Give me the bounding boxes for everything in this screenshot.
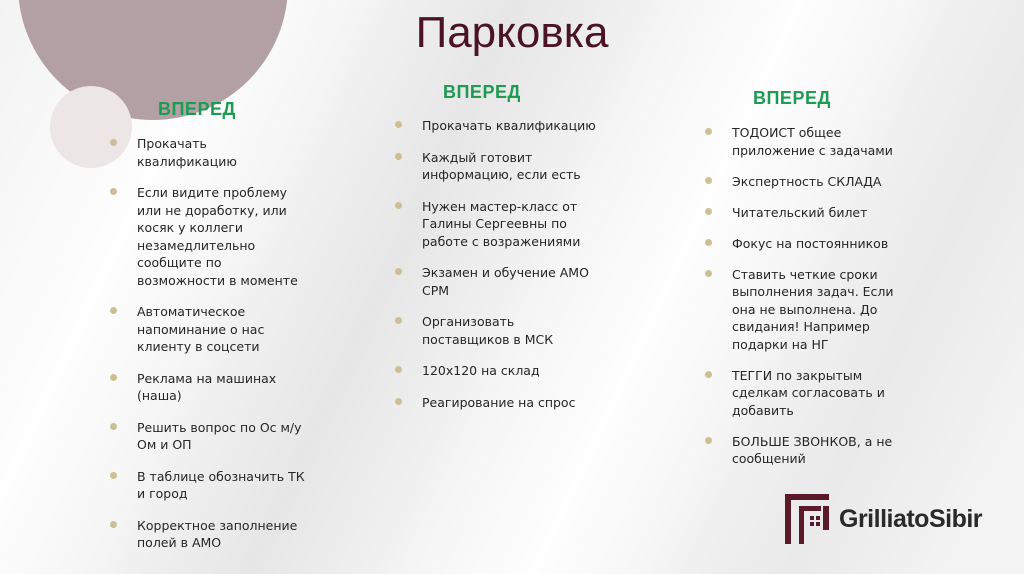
bullet-icon	[110, 521, 117, 528]
bullet-icon	[395, 153, 402, 160]
bullet-icon	[395, 202, 402, 209]
bullet-icon	[395, 121, 402, 128]
bullet-icon	[705, 239, 712, 246]
list-item: 120х120 на склад	[390, 362, 600, 380]
list-item: Реклама на машинах (наша)	[105, 370, 305, 405]
list-item: Реагирование на спрос	[390, 394, 600, 412]
list-item: Читательский билет	[700, 204, 910, 222]
list-item: Экзамен и обучение АМО CPM	[390, 264, 600, 299]
bullet-icon	[705, 371, 712, 378]
bullet-icon	[110, 307, 117, 314]
bullet-icon	[705, 177, 712, 184]
bullet-icon	[110, 423, 117, 430]
bullet-icon	[110, 472, 117, 479]
column-1-list	[105, 135, 305, 566]
list-item: Организовать поставщиков в МСК	[390, 313, 600, 348]
list-item: Прокачать квалификацию	[105, 135, 305, 170]
page-title: Парковка	[415, 8, 609, 57]
logo-text: GrilliatoSibir	[839, 504, 983, 533]
list-item: В таблице обозначить ТК и город	[105, 468, 305, 503]
column-2-list	[390, 117, 600, 425]
list-item: Если видите проблему или не доработку, или косяк у коллеги незамедлительно сообщите по возможности в моменте	[105, 184, 305, 289]
bullet-icon	[110, 188, 117, 195]
list-item: БОЛЬШЕ ЗВОНКОВ, а не сообщений	[700, 433, 910, 468]
list-item: Фокус на постоянников	[700, 235, 910, 253]
bullet-icon	[395, 366, 402, 373]
bullet-icon	[395, 268, 402, 275]
bullet-icon	[705, 208, 712, 215]
bullet-icon	[110, 374, 117, 381]
list-item: ТОДОИСТ общее приложение с задачами	[700, 124, 910, 159]
bullet-icon	[705, 437, 712, 444]
list-item: Нужен мастер-класс от Галины Сергеевны по работе с возражениями	[390, 198, 600, 251]
column-1-heading: ВПЕРЕД	[158, 99, 236, 119]
list-item: ТЕГГИ по закрытым сделкам согласовать и добавить	[700, 367, 910, 420]
list-item: Прокачать квалификацию	[390, 117, 600, 135]
column-3-list	[700, 124, 910, 481]
bullet-icon	[705, 270, 712, 277]
bullet-icon	[705, 128, 712, 135]
column-3-heading: ВПЕРЕД	[753, 88, 831, 108]
company-logo	[783, 492, 982, 546]
list-item: Решить вопрос по Ос м/у Ом и ОП	[105, 419, 305, 454]
list-item: Каждый готовит информацию, если есть	[390, 149, 600, 184]
grilliato-logo-icon	[783, 492, 831, 546]
bullet-icon	[395, 398, 402, 405]
list-item: Автоматическое напоминание о нас клиенту в соцсети	[105, 303, 305, 356]
bullet-icon	[395, 317, 402, 324]
list-item: Экспертность СКЛАДА	[700, 173, 910, 191]
list-item: Ставить четкие сроки выполнения задач. Если она не выполнена. До свидания! Например подарки на НГ	[700, 266, 910, 354]
list-item: Корректное заполнение полей в АМО	[105, 517, 305, 552]
bullet-icon	[110, 139, 117, 146]
column-2-heading: ВПЕРЕД	[443, 82, 521, 102]
